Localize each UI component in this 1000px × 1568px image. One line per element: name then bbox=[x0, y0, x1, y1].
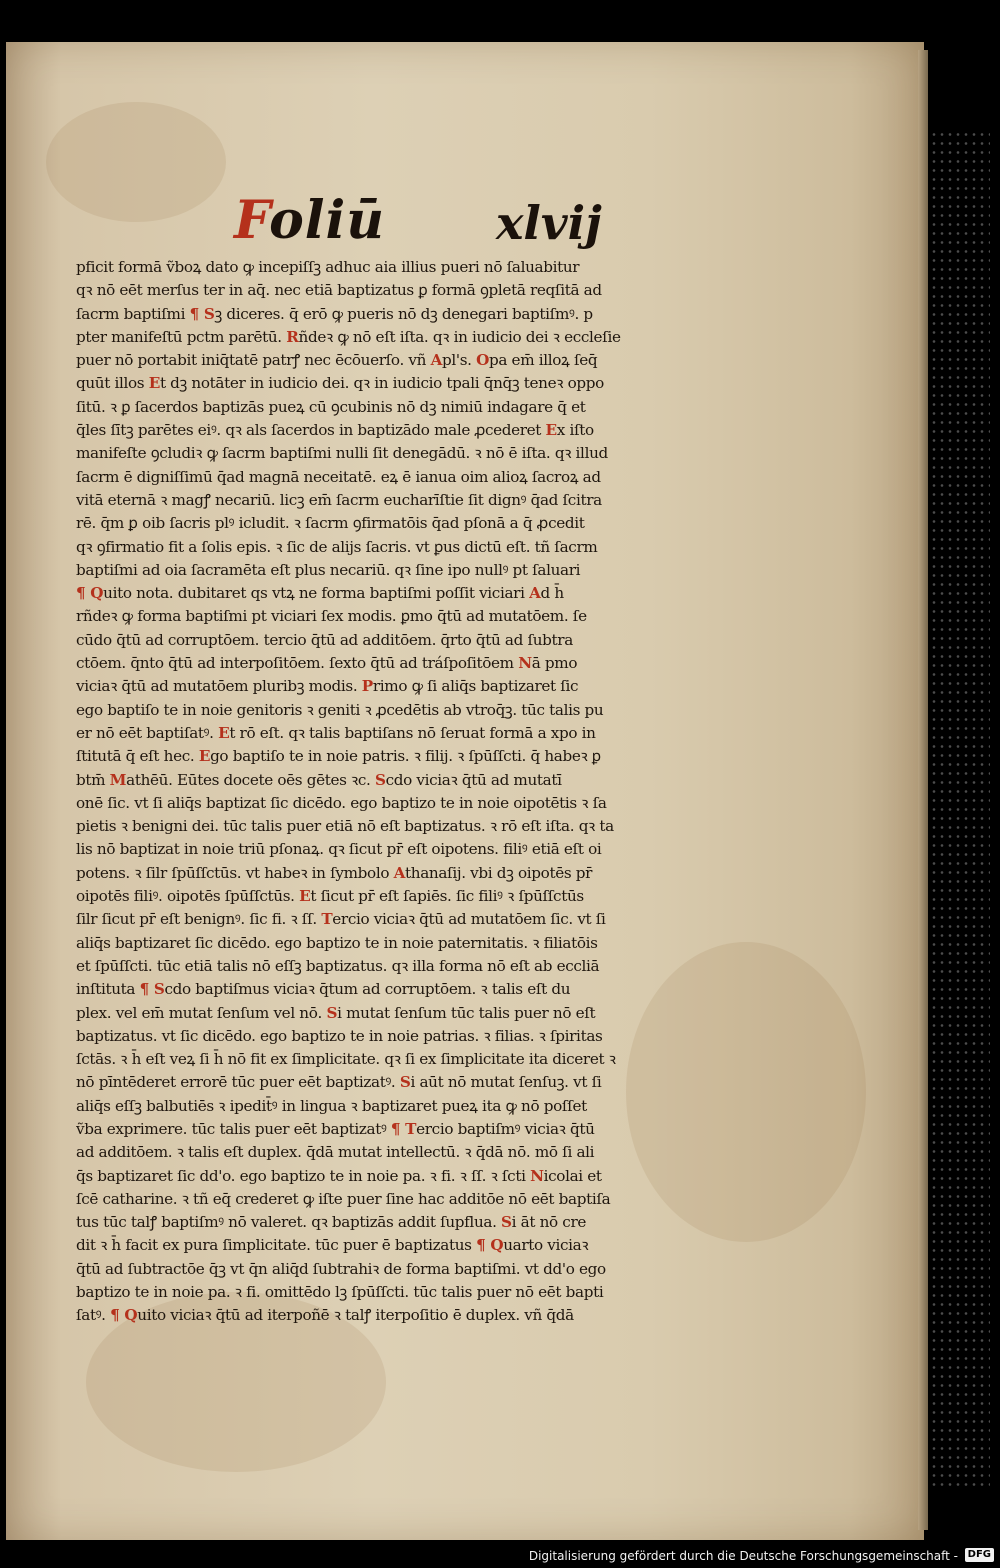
text-line bbox=[76, 349, 708, 372]
text-segment: t dꝫ notāter in iudicio dei. qꝛ in iudicio tpali q̄nq̄ꝫ teneꝛ oppo bbox=[159, 374, 604, 393]
text-segment: pa em̄ illoꝝ ſeq̄ bbox=[489, 351, 598, 370]
text-line bbox=[76, 978, 708, 1001]
text-segment: plex. vel em̄ mutat ſenſum vel nō. bbox=[76, 1003, 327, 1022]
rubric-initial: T bbox=[321, 910, 333, 929]
rubric-initial: O bbox=[476, 351, 489, 370]
rubric-initial: E bbox=[198, 747, 211, 766]
text-segment: dit ꝛ h̄ facit ex pura ſimplicitate. tūc puer ē baptizatus bbox=[76, 1236, 477, 1255]
text-segment: onē ſic. vt ſi aliq̄s baptizat ſic dicēdo. ego baptizo te in noie oipotētis ꝛ ſa bbox=[76, 793, 607, 812]
text-line bbox=[76, 792, 708, 815]
text-line bbox=[76, 699, 708, 722]
text-segment: pl's. bbox=[442, 351, 477, 370]
text-line bbox=[76, 932, 708, 955]
text-segment: ſcē catharine. ꝛ tñ eq̄ crederet ꝙ iſte puer ſine hac additōe nō eēt baptiſa bbox=[76, 1189, 611, 1208]
text-line bbox=[76, 256, 708, 279]
text-segment: x iſto bbox=[556, 421, 594, 440]
text-line bbox=[76, 303, 708, 326]
text-segment: ſacrm baptiſmi bbox=[76, 304, 190, 323]
text-segment: viciaꝛ q̄tū ad mutatōem pluribꝫ modis. bbox=[76, 677, 362, 696]
rubric-initial: S bbox=[501, 1213, 512, 1232]
text-segment: nō pīntēderet errorē tūc puer eēt baptizatꝰ. bbox=[76, 1073, 400, 1092]
text-line bbox=[76, 512, 708, 535]
rubric-initial: A bbox=[393, 863, 406, 882]
rubric-initial: ¶ Q bbox=[76, 584, 104, 603]
rubric-initial: S bbox=[374, 770, 386, 789]
text-segment: vitā eternā ꝛ magꝭ necariū. licꝫ em̄ ſacrm eucharīſtie ſit dignꝰ q̄ad ſcitra bbox=[76, 490, 602, 509]
text-segment: cdo viciaꝛ q̄tū ad mutatī bbox=[385, 770, 562, 789]
rubric-initial: M bbox=[109, 770, 127, 789]
text-segment: quūt illos bbox=[76, 374, 149, 393]
text-segment: t ſicut pr̄ eſt ſapiēs. ſic filiꝰ ꝛ ſpūſſctūs bbox=[310, 887, 584, 906]
text-segment: qꝛ ꝯfirmatio fit a ſolis epis. ꝛ ſic de alijs ſacris. vt ꝑus dictū eſt. tñ ſacrm bbox=[76, 537, 598, 556]
text-segment: inſtituta bbox=[76, 980, 140, 999]
latin-text-block bbox=[76, 256, 708, 1328]
text-segment: i āt nō cre bbox=[511, 1213, 586, 1232]
paper-stain bbox=[46, 102, 226, 222]
text-segment: ſatꝰ. bbox=[76, 1306, 111, 1325]
rubric-initial: S bbox=[399, 1073, 411, 1092]
text-segment: pietis ꝛ benigni dei. tūc talis puer etiā nō eſt baptizatus. ꝛ rō eſt iſta. qꝛ ta bbox=[76, 817, 614, 836]
text-line bbox=[76, 605, 708, 628]
footer-bar bbox=[0, 1544, 1000, 1568]
text-line bbox=[76, 396, 708, 419]
text-segment: ṽba exprimere. tūc talis puer eēt baptizatꝰ bbox=[76, 1119, 391, 1138]
book-page bbox=[6, 42, 924, 1540]
text-line bbox=[76, 326, 708, 349]
text-line bbox=[76, 1234, 708, 1257]
text-segment: potens. ꝛ ſilr ſpūſſctūs. vt habeꝛ in ſymbolo bbox=[76, 863, 394, 882]
folio-initial: F bbox=[234, 190, 270, 251]
text-segment: icolai et bbox=[543, 1166, 602, 1185]
text-segment: d h̄ bbox=[540, 584, 564, 603]
text-segment: uarto viciaꝛ bbox=[503, 1236, 589, 1255]
text-line bbox=[76, 652, 708, 675]
text-segment: ercio baptiſmꝰ viciaꝛ q̄tū bbox=[416, 1119, 595, 1138]
text-segment: ſacrm ē digniſſimū q̄ad magnā neceitatē. eꝝ ē ianua oim alioꝝ ſacroꝝ ad bbox=[76, 467, 601, 486]
rubric-initial: E bbox=[148, 374, 160, 393]
text-line bbox=[76, 1048, 708, 1071]
text-line bbox=[76, 838, 708, 861]
text-line bbox=[76, 372, 708, 395]
text-line bbox=[76, 489, 708, 512]
text-segment: i aūt nō mutat ſenſuꝫ. vt ſi bbox=[410, 1073, 602, 1092]
text-segment: btm̄ bbox=[76, 770, 110, 789]
text-segment: pficit formā ṽboꝝ dato ꝙ incepiſſꝫ adhuc aia illius pueri nō ſaluabitur bbox=[76, 258, 580, 276]
text-segment: athēū. Eūtes docete oēs gētes ꝛc. bbox=[126, 770, 375, 789]
text-segment: lis nō baptizat in noie triū pſonaꝝ. qꝛ ſicut pr̄ eſt oipotens. filiꝰ etiā eſt oi bbox=[76, 840, 602, 859]
text-segment: tus tūc talꝭ baptiſmꝰ nō valeret. qꝛ baptizās addit ſupflua. bbox=[76, 1213, 502, 1232]
folio-word-rest: oliū bbox=[269, 190, 386, 251]
text-segment: baptizatus. vt ſic dicēdo. ego baptizo te in noie patrias. ꝛ filias. ꝛ ſpiritas bbox=[76, 1026, 603, 1045]
text-segment: baptizo te in noie pa. ꝛ fi. omittēdo lꝫ ſpūſſcti. tūc talis puer nō eēt bapti bbox=[76, 1283, 604, 1302]
text-segment: et ſpūſſcti. tūc etiā talis nō eſſꝫ baptizatus. qꝛ illa forma nō eſt ab eccliā bbox=[76, 956, 600, 975]
text-line bbox=[76, 815, 708, 838]
text-line bbox=[76, 675, 708, 698]
text-segment: ercio viciaꝛ q̄tū ad mutatōem ſic. vt ſi bbox=[332, 910, 606, 929]
rubric-initial: A bbox=[529, 584, 541, 603]
text-line bbox=[76, 419, 708, 442]
text-line bbox=[76, 908, 708, 931]
text-segment: q̄s baptizaret ſic dd'o. ego baptizo te in noie pa. ꝛ fi. ꝛ ſſ. ꝛ ſcti bbox=[76, 1166, 531, 1185]
text-segment: uito nota. dubitaret qs vtꝝ ne forma baptiſmi poſſit viciari bbox=[103, 584, 530, 603]
text-segment: ſilr ſicut pr̄ eſt benignꝰ. ſic fi. ꝛ ſſ. bbox=[76, 910, 322, 929]
rubric-initial: ¶ Q bbox=[110, 1306, 138, 1325]
text-segment: rē. q̄m ꝑ oib ſacris plꝰ icludit. ꝛ ſacrm ꝯfirmatōis q̄ad pſonā a q̄ ꝓcedit bbox=[76, 514, 585, 533]
text-segment: ꝫ diceres. q̄ erō ꝙ pueris nō dꝫ denegari baptiſmꝰ. p bbox=[214, 304, 593, 323]
rubric-initial: R bbox=[286, 327, 299, 346]
text-line bbox=[76, 1095, 708, 1118]
text-line bbox=[76, 1281, 708, 1304]
text-segment: ſitū. ꝛ ꝑ ſacerdos baptizās pueꝝ cū ꝯcubinis nō dꝫ nimiū indagare q̄ et bbox=[76, 397, 586, 416]
text-segment: puer nō portabit iniq̄tatē patrꝭ nec ēcōuerſo. vñ bbox=[76, 351, 431, 370]
folio-header bbox=[234, 190, 614, 260]
text-line bbox=[76, 769, 708, 792]
text-line bbox=[76, 466, 708, 489]
text-segment: ctōem. q̄nto q̄tū ad interpoſitōem. ſexto q̄tū ad tráſpoſitōem bbox=[76, 654, 519, 673]
text-segment: ñdeꝛ ꝙ nō eſt iſta. qꝛ in iudicio dei ꝛ eccleſie bbox=[298, 327, 621, 346]
text-line bbox=[76, 722, 708, 745]
text-line bbox=[76, 955, 708, 978]
rubric-initial: ¶ S bbox=[189, 304, 215, 323]
text-line bbox=[76, 1304, 708, 1327]
page-edge bbox=[918, 50, 928, 1530]
text-line bbox=[76, 1258, 708, 1281]
text-line bbox=[76, 1141, 708, 1164]
text-segment: ſctās. ꝛ h̄ eſt veꝝ ſi h̄ nō fit ex ſimplicitate. qꝛ ſi ex ſimplicitate ita diceret ꝛ bbox=[76, 1050, 616, 1069]
text-line bbox=[76, 1071, 708, 1094]
text-segment: q̄tū ad ſubtractōe q̄ꝫ vt q̄n aliq̄d ſubtrahiꝛ de forma baptiſmi. vt dd'o ego bbox=[76, 1259, 606, 1278]
text-segment: pter manifeſtū pctm parētū. bbox=[76, 327, 287, 346]
text-segment: oipotēs filiꝰ. oipotēs ſpūſſctūs. bbox=[76, 887, 300, 906]
text-line bbox=[76, 1002, 708, 1025]
text-line bbox=[76, 536, 708, 559]
rubric-initial: ¶ Q bbox=[476, 1236, 504, 1255]
text-line bbox=[76, 559, 708, 582]
text-segment: t rō eſt. qꝛ talis baptiſans nō ſeruat formā a xpo in bbox=[229, 723, 596, 742]
text-segment: ſtitutā q̄ eſt hec. bbox=[76, 747, 199, 766]
dfg-logo: DFG bbox=[965, 1548, 994, 1562]
folio-word bbox=[234, 190, 385, 251]
text-segment: baptiſmi ad oia ſacramēta eſt plus necariū. qꝛ ſine ipo nullꝰ pt ſaluari bbox=[76, 560, 581, 579]
text-segment: cūdo q̄tū ad corruptōem. tercio q̄tū ad additōem. q̄rto q̄tū ad ſubtra bbox=[76, 630, 573, 649]
text-line bbox=[76, 1118, 708, 1141]
text-line bbox=[76, 629, 708, 652]
text-line bbox=[76, 582, 708, 605]
text-segment: rñdeꝛ ꝙ forma baptiſmi pt viciari ſex modis. ꝑmo q̄tū ad mutatōem. ſe bbox=[76, 607, 587, 626]
text-segment: i mutat ſenſum tūc talis puer nō eſt bbox=[337, 1003, 596, 1022]
binding-texture bbox=[930, 130, 990, 1490]
text-segment: q̄les ſītꝫ parētes eiꝰ. qꝛ als ſacerdos in baptizādo male ꝓcederet bbox=[76, 421, 546, 440]
rubric-initial: E bbox=[545, 421, 557, 440]
text-segment: aliq̄s eſſꝫ balbutiēs ꝛ ipedit̄ꝰ in lingua ꝛ baptizaret pueꝝ ita ꝙ nō poſſet bbox=[76, 1096, 587, 1115]
text-line bbox=[76, 862, 708, 885]
rubric-initial: ¶ S bbox=[139, 980, 165, 999]
text-segment: aliq̄s baptizaret ſic dicēdo. ego baptizo te in noie paternitatis. ꝛ filiatōis bbox=[76, 933, 598, 952]
rubric-initial: E bbox=[299, 887, 311, 906]
text-segment: ego baptiſo te in noie genitoris ꝛ geniti ꝛ ꝓcedētis ab vtroq̄ꝫ. tūc talis pu bbox=[76, 700, 604, 719]
folio-number: xlvij bbox=[496, 196, 602, 250]
text-segment: rimo ꝙ ſi aliq̄s baptizaret ſic bbox=[372, 677, 579, 696]
text-segment: er nō eēt baptiſatꝰ. bbox=[76, 723, 219, 742]
text-segment: ā pmo bbox=[531, 654, 578, 673]
text-line bbox=[76, 279, 708, 302]
rubric-initial: N bbox=[518, 654, 532, 673]
rubric-initial: P bbox=[361, 677, 373, 696]
rubric-initial: N bbox=[530, 1166, 544, 1185]
rubric-initial: ¶ T bbox=[390, 1119, 417, 1138]
text-segment: ad additōem. ꝛ talis eſt duplex. q̄dā mutat intellectū. ꝛ q̄dā nō. mō ſi ali bbox=[76, 1143, 595, 1162]
text-segment: go baptiſo te in noie patris. ꝛ filij. ꝛ ſpūſſcti. q̄ habeꝛ ꝑ bbox=[210, 747, 601, 766]
text-segment: qꝛ nō eēt merſus ter in aq̄. nec etiā baptizatus ꝑ formā ꝯpletā reqſitā ad bbox=[76, 281, 602, 300]
text-segment: thanaſij. vbi dꝫ oipotēs pr̄ bbox=[405, 863, 593, 882]
text-line bbox=[76, 1025, 708, 1048]
text-line bbox=[76, 745, 708, 768]
rubric-initial: S bbox=[326, 1003, 338, 1022]
rubric-initial: A bbox=[430, 351, 442, 370]
rubric-initial: E bbox=[218, 723, 230, 742]
text-segment: cdo baptiſmus viciaꝛ q̄tum ad corruptōem. ꝛ talis eſt du bbox=[164, 980, 571, 999]
text-segment: uito viciaꝛ q̄tū ad iterpoñē ꝛ talꝭ iterpoſitio ē duplex. vñ q̄dā bbox=[137, 1306, 574, 1325]
text-line bbox=[76, 1165, 708, 1188]
footer-credit: Digitalisierung gefördert durch die Deutsche Forschungsgemeinschaft - bbox=[528, 1549, 958, 1563]
text-line bbox=[76, 885, 708, 908]
text-segment: manifeſte ꝯcludiꝛ ꝙ ſacrm baptiſmi nulli ſit denegādū. ꝛ nō ē iſta. qꝛ illud bbox=[76, 444, 608, 463]
text-line bbox=[76, 1188, 708, 1211]
text-line bbox=[76, 1211, 708, 1234]
text-line bbox=[76, 442, 708, 465]
